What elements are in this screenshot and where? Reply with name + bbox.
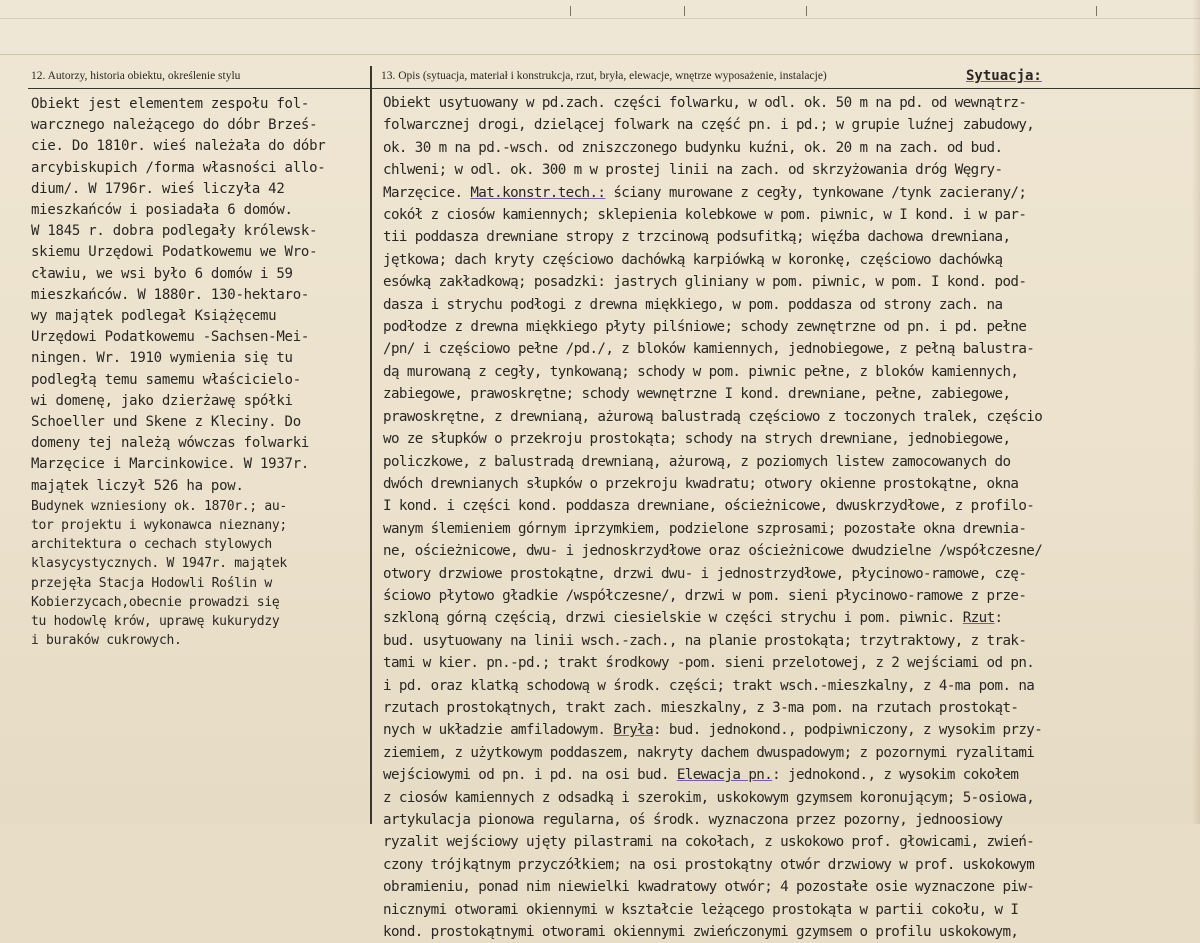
description-line bbox=[383, 114, 1195, 136]
description-line bbox=[383, 495, 1195, 517]
description-text: nych w układzie amfiladowym. bbox=[383, 722, 614, 739]
description-text: tii poddasza drewniane stropy z trzcinową podsufitką; więźba dachowa drewniana, bbox=[383, 229, 1011, 246]
description-line bbox=[383, 787, 1195, 809]
right-column-header: 13. Opis (sytuacja, materiał i konstrukcja, rzut, bryła, elewacje, wnętrze wyposażenie, instalacje) bbox=[381, 70, 827, 82]
description-text: wejściowymi od pn. i pd. na osi bud. bbox=[383, 767, 677, 784]
history-line: mieszkańców i posiadała 6 domów. bbox=[31, 202, 293, 219]
description-text: nicznymi otworami okiennymi w kształcie leżącego prostokąta w partii cokołu, w I bbox=[383, 901, 1019, 918]
description-text: i pd. oraz klatką schodową w środk. części; trakt wsch.-mieszkalny, z 4-ma pom. na bbox=[383, 677, 1035, 694]
history-line: Marzęcice i Marcinkowice. W 1937r. bbox=[31, 456, 310, 473]
description-text: rzutach prostokątnych, trakt zach. mieszkalny, z 3-ma pom. na rzutach prostokąt- bbox=[383, 699, 1019, 716]
description-text: bud. usytuowany na linii wsch.-zach., na planie prostokąta; trzytraktowy, z trak- bbox=[383, 632, 1027, 649]
history-column bbox=[31, 94, 366, 650]
description-line bbox=[383, 159, 1195, 181]
description-text: szkloną górną częścią, drzwi ciesielskie w części strychu i pom. piwnic. bbox=[383, 610, 963, 627]
description-line bbox=[383, 899, 1195, 921]
description-line bbox=[383, 809, 1195, 831]
tick-mark bbox=[570, 6, 571, 16]
description-line bbox=[383, 563, 1195, 585]
description-line bbox=[383, 876, 1195, 898]
description-line bbox=[383, 182, 1195, 204]
description-line bbox=[383, 518, 1195, 540]
description-text: kond. prostokątnymi otworami okiennymi zwieńczonymi gzymsem o profilu uskokowym, bbox=[383, 924, 1019, 941]
description-line bbox=[383, 428, 1195, 450]
description-line bbox=[383, 316, 1195, 338]
description-text: prawoskrętne, z drewnianą, ażurową balustradą częściowo z toczonych tralek, częścio bbox=[383, 408, 1043, 425]
description-text: folwarcznej drogi, dzielącej folwark na część pn. i pd.; w grupie luźnej zabudowy, bbox=[383, 117, 1035, 134]
style-line: Budynek wzniesiony ok. 1870r.; au- bbox=[31, 498, 287, 514]
left-column-header: 12. Autorzy, historia obiektu, określenie stylu bbox=[31, 70, 241, 82]
section-keyword: Rzut bbox=[962, 610, 995, 627]
description-text: : jednokond., z wysokim cokołem bbox=[772, 767, 1019, 784]
description-text: policzkowe, z balustradą drewnianą, ażurową, z poziomych listew zamocowanych do bbox=[383, 453, 1011, 470]
style-text bbox=[31, 497, 366, 651]
description-text: ok. 30 m na pd.-wsch. od zniszczonego budynku kuźni, ok. 20 m na zach. od bud. bbox=[383, 139, 1003, 156]
description-line bbox=[383, 271, 1195, 293]
description-line bbox=[383, 719, 1195, 741]
section-keyword: Mat.konstr.tech.: bbox=[470, 184, 606, 201]
tick-mark bbox=[684, 6, 685, 16]
description-line bbox=[383, 697, 1195, 719]
description-text: wo ze słupków o przekroju prostokąta; schody na strych drewniane, jednobiegowe, bbox=[383, 431, 1011, 448]
description-text: czony trójkątnym przyczółkiem; na osi prostokątny otwór drzwiowy w prof. uskokowym bbox=[383, 856, 1035, 873]
description-text: dą murowaną z cegły, tynkowaną; schody w pom. piwnic pełne, z bloków kamiennych, bbox=[383, 363, 1019, 380]
description-text: artykulacja pionowa regularna, oś środk. wyznaczona przez pozorny, jednoosiowy bbox=[383, 812, 1003, 828]
description-text: esówką zakładkową; posadzki: jastrych gliniany w pom. piwnic, w pom. I kond. pod- bbox=[383, 274, 1027, 291]
style-line: przejęła Stacja Hodowli Roślin w bbox=[31, 575, 272, 591]
top-paper-line bbox=[0, 18, 1200, 19]
description-line bbox=[383, 831, 1195, 853]
history-line: wi domenę, jako dzierżawę spółki bbox=[31, 392, 293, 409]
description-line bbox=[383, 585, 1195, 607]
description-text: cokół z ciosów kamiennych; sklepienia kolebkowe w pom. piwnic, w I kond. i w par- bbox=[383, 207, 1027, 224]
description-line bbox=[383, 540, 1195, 562]
section-keyword: Bryła bbox=[613, 722, 654, 739]
description-line bbox=[383, 294, 1195, 316]
description-text: ściany murowane z cegły, tynkowane /tynk zacierany/; bbox=[605, 184, 1027, 201]
description-text: I kond. i części kond. poddasza drewniane, ościeżnicowe, dwuskrzydłowe, z profilo- bbox=[383, 498, 1035, 515]
description-line bbox=[383, 204, 1195, 226]
tick-mark bbox=[1096, 6, 1097, 16]
description-text: Marzęcice. bbox=[383, 184, 471, 201]
top-paper-edge bbox=[0, 0, 1200, 55]
description-line bbox=[383, 383, 1195, 405]
description-line bbox=[383, 764, 1195, 786]
header-divider bbox=[28, 88, 1200, 89]
description-line bbox=[383, 652, 1195, 674]
style-line: Kobierzycach,obecnie prowadzi się bbox=[31, 594, 280, 610]
history-line: Schoeller und Skene z Kleciny. Do bbox=[31, 414, 301, 431]
history-line: ningen. Wr. 1910 wymienia się tu bbox=[31, 350, 293, 367]
description-line bbox=[383, 226, 1195, 248]
description-line bbox=[383, 137, 1195, 159]
history-line: W 1845 r. dobra podlegały królewsk- bbox=[31, 223, 318, 240]
history-line: domeny tej należą wówczas folwarki bbox=[31, 435, 310, 452]
tick-mark bbox=[806, 6, 807, 16]
history-text bbox=[31, 94, 366, 497]
history-line: cławiu, we wsi było 6 domów i 59 bbox=[31, 265, 293, 282]
style-line: tor projektu i wykonawca nieznany; bbox=[31, 518, 287, 534]
situation-keyword: Sytuacja: bbox=[966, 68, 1042, 84]
description-text: ściowo płytowo gładkie /współczesne/, drzwi w pom. sieni płycinowo-ramowe z prze- bbox=[383, 587, 1027, 604]
history-line: podległą temu samemu właścicielo- bbox=[31, 371, 301, 388]
description-column bbox=[383, 92, 1195, 943]
description-text: Obiekt usytuowany w pd.zach. części folwarku, w odl. ok. 50 m na pd. od wewnątrz- bbox=[383, 95, 1027, 111]
description-text: tami w kier. pn.-pd.; trakt środkowy -pom. sieni przelotowej, z 2 wejściami od pn. bbox=[383, 655, 1035, 672]
description-line bbox=[383, 473, 1195, 495]
description-text: wanym ślemieniem górnym iprzymkiem, podzielone szprosami; pozostałe okna drewnia- bbox=[383, 520, 1027, 537]
description-text: z ciosów kamiennych z odsadką i szerokim, uskokowym gzymsem koronującym; 5-osiowa, bbox=[383, 789, 1035, 806]
description-text: ryzalit wejściowy ujęty pilastrami na cokołach, z uskokowo prof. głowicami, zwień- bbox=[383, 834, 1035, 851]
description-line bbox=[383, 630, 1195, 652]
description-text: obramieniu, ponad nim niewielki kwadratowy otwór; 4 pozostałe osie wyznaczone piw- bbox=[383, 879, 1035, 896]
description-text: podłodze z drewna miękkiego płyty pilśniowe; schody zewnętrzne od pn. i pd. pełne bbox=[383, 319, 1027, 336]
description-text: /pn/ i częściowo pełne /pd./, z bloków kamiennych, jednobiegowe, z pełną balustra- bbox=[383, 341, 1035, 358]
description-text: dwóch drewnianych słupków o przekroju kwadratu; otwory okienne prostokątne, okna bbox=[383, 475, 1019, 492]
history-line: dium/. W 1796r. wieś liczyła 42 bbox=[31, 180, 285, 197]
description-line bbox=[383, 921, 1195, 943]
style-line: tu hodowlę krów, uprawę kukurydzy bbox=[31, 614, 280, 630]
history-line: majątek liczył 526 ha pow. bbox=[31, 477, 244, 494]
history-line: skiemu Urzędowi Podatkowemu we Wro- bbox=[31, 244, 318, 261]
style-line: i buraków cukrowych. bbox=[31, 633, 182, 649]
history-line: mieszkańców. W 1880r. 130-hektaro- bbox=[31, 286, 310, 303]
description-text: dasza i strychu podłogi z drewna miękkiego, w pom. poddasza od strony zach. na bbox=[383, 296, 1003, 313]
description-line bbox=[383, 854, 1195, 876]
description-text: jętkowa; dach kryty częściowo dachówką karpiówką w koronkę, częściowo dachówką bbox=[383, 251, 1003, 268]
description-line bbox=[383, 675, 1195, 697]
history-line: arcybiskupich /forma własności allo- bbox=[31, 159, 326, 176]
description-line bbox=[383, 249, 1195, 271]
description-text: : bud. jednokond., podpiwniczony, z wysokim przy- bbox=[653, 722, 1043, 739]
history-line: Obiekt jest elementem zespołu fol- bbox=[31, 96, 310, 112]
history-line: Urzędowi Podatkowemu -Sachsen-Mei- bbox=[31, 329, 310, 346]
description-text: : bbox=[994, 610, 1003, 627]
history-line: cie. Do 1810r. wieś należała do dóbr bbox=[31, 138, 326, 155]
history-line: warcznego należącego do dóbr Brześ- bbox=[31, 117, 318, 134]
column-divider bbox=[370, 66, 372, 824]
history-line: wy majątek podlegał Książęcemu bbox=[31, 308, 277, 325]
description-line bbox=[383, 92, 1195, 114]
description-line bbox=[383, 451, 1195, 473]
description-line bbox=[383, 361, 1195, 383]
description-text: zabiegowe, prawoskrętne; schody wewnętrzne I kond. drewniane, pełne, zabiegowe, bbox=[383, 386, 1011, 403]
description-line bbox=[383, 338, 1195, 360]
description-text: otwory drzwiowe prostokątne, drzwi dwu- i jednostrzydłowe, płycinowo-ramowe, czę- bbox=[383, 565, 1027, 582]
section-keyword: Elewacja pn. bbox=[676, 767, 773, 784]
description-line bbox=[383, 406, 1195, 428]
paper-edge-shadow bbox=[1192, 0, 1200, 824]
description-text: ziemiem, z użytkowym poddaszem, nakryty dachem dwuspadowym; z pozornymi ryzalitami bbox=[383, 744, 1035, 761]
description-text: ne, ościeżnicowe, dwu- i jednoskrzydłowe oraz ościeżnicowe dwudzielne /współczesne/ bbox=[383, 543, 1043, 560]
style-line: architektura o cechach stylowych bbox=[31, 537, 272, 553]
description-line bbox=[383, 607, 1195, 629]
description-text: chlweni; w odl. ok. 300 m w prostej linii na zach. od skrzyżowania dróg Węgry- bbox=[383, 162, 1003, 179]
style-line: klasycystycznych. W 1947r. majątek bbox=[31, 556, 287, 572]
description-line bbox=[383, 742, 1195, 764]
